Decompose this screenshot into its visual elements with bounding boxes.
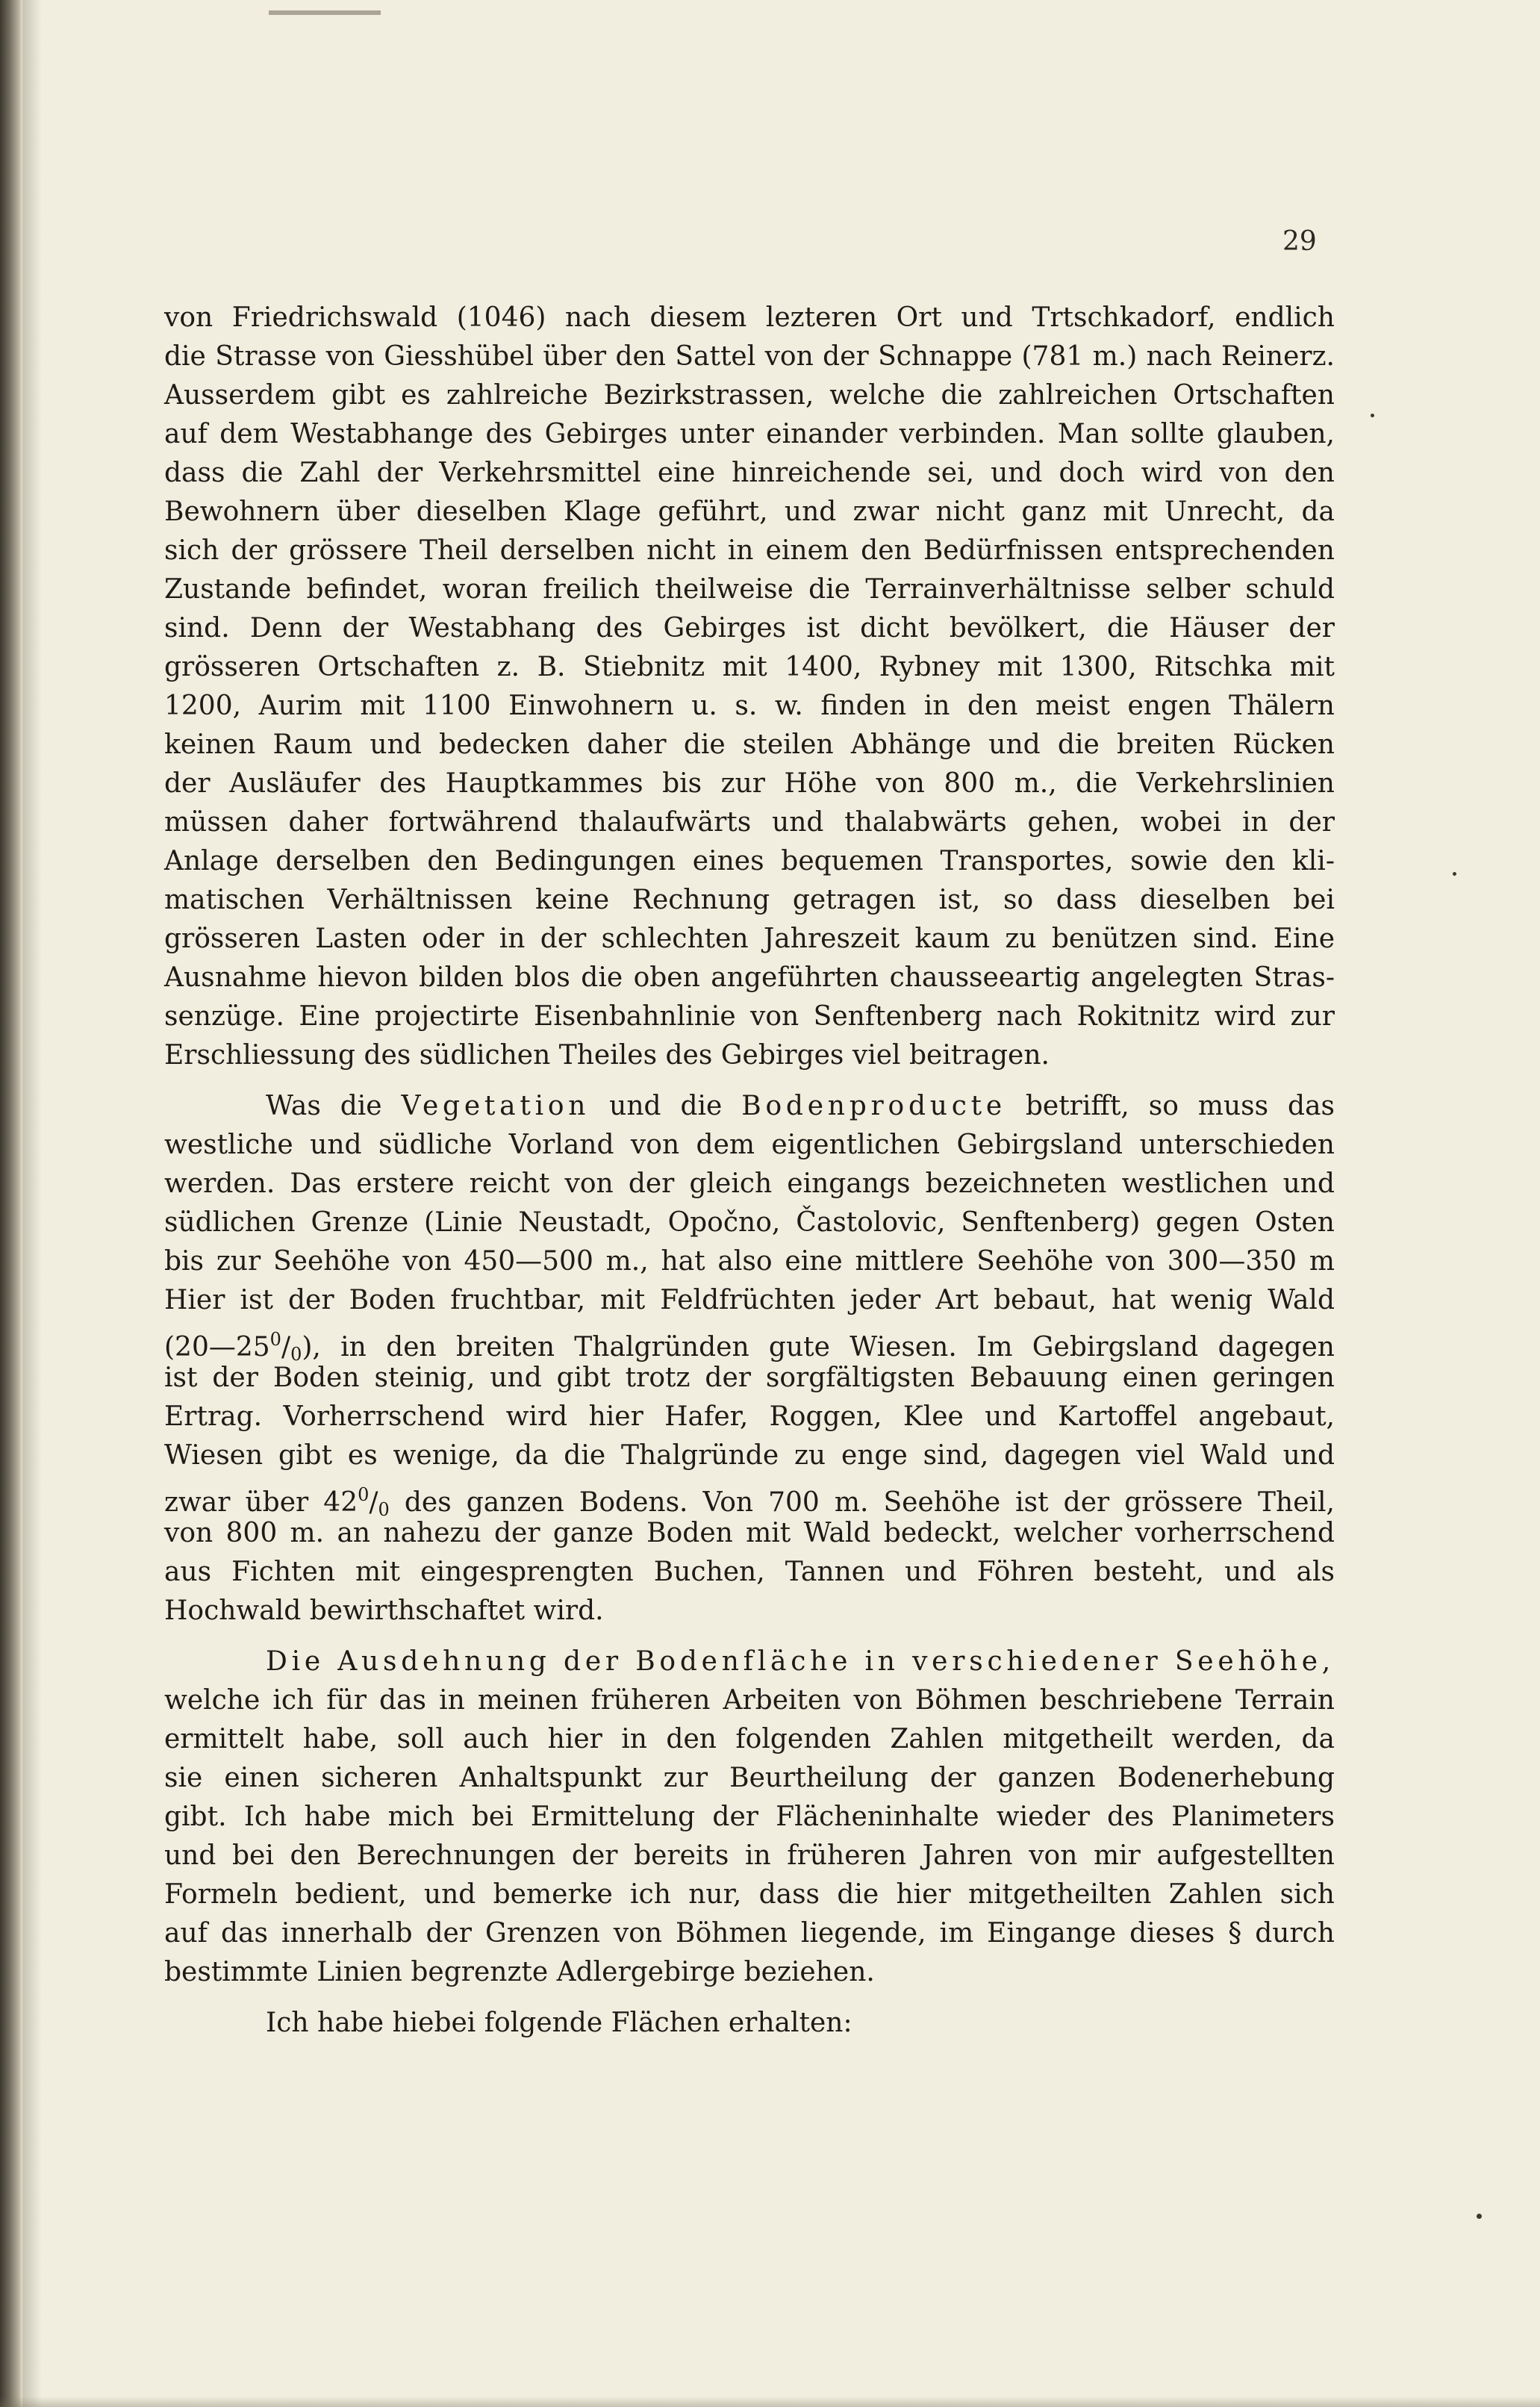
text-line: Ertrag. Vorherrschend wird hier Hafer, Roggen, Klee und Kartoffel angebaut, xyxy=(164,1401,1335,1432)
text-line: der Ausläufer des Hauptkammes bis zur Höhe von 800 m., die Verkehrslinien xyxy=(164,768,1335,799)
page-number: 29 xyxy=(1282,226,1317,257)
paragraph-4 xyxy=(164,2004,1335,2043)
text-line: von 800 m. an nahezu der ganze Boden mit Wald bedeckt, welcher vorherrschend xyxy=(164,1518,1335,1548)
text-line: grösseren Lasten oder in der schlechten Jahreszeit kaum zu benützen sind. Eine xyxy=(164,924,1335,954)
text-line: bis zur Seehöhe von 450—500 m., hat also eine mittlere Seehöhe von 300—350 m xyxy=(164,1246,1335,1277)
percent-slash: / xyxy=(281,1332,291,1363)
text-line: matischen Verhältnissen keine Rechnung getragen ist, so dass dieselben bei xyxy=(164,885,1335,915)
paragraph-gap xyxy=(164,1631,1335,1642)
text-run: ), in den breiten Thalgründen gute Wiesen. Im Gebirgsland dagegen xyxy=(302,1332,1335,1363)
text-line: Wiesen gibt es wenige, da die Thalgründe zu enge sind, dagegen viel Wald und xyxy=(164,1440,1335,1471)
text-line: werden. Das erstere reicht von der gleich eingangs bezeichneten westlichen und xyxy=(164,1168,1335,1199)
text-line: Ausnahme hievon bilden blos die oben angeführten chausseeartig angelegten Stras- xyxy=(164,962,1335,993)
text-run: (20—25 xyxy=(164,1332,270,1363)
text-line: Formeln bedient, und bemerke ich nur, dass die hier mitgetheilten Zahlen sich xyxy=(164,1879,1335,1910)
text-line: aus Fichten mit eingesprengten Buchen, Tannen und Föhren besteht, und als xyxy=(164,1557,1335,1587)
paragraph-gap xyxy=(164,1992,1335,2004)
text-line: 1200, Aurim mit 1100 Einwohnern u. s. w. finden in den meist engen Thälern xyxy=(164,691,1335,721)
page-bottom-edge xyxy=(0,2397,1540,2407)
text-line: ist der Boden steinig, und gibt trotz der sorgfältigsten Bebauung einen geringen xyxy=(164,1363,1335,1393)
percent-slash: / xyxy=(369,1487,378,1518)
text-run: zwar über 42 xyxy=(164,1487,358,1518)
text-run: betrifft, so muss das xyxy=(1025,1091,1335,1121)
text-line: auf dem Westabhange des Gebirges unter einander verbinden. Man sollte glauben, xyxy=(164,419,1335,449)
text-line: gibt. Ich habe mich bei Ermittelung der Flächeninhalte wieder des Planimeters xyxy=(164,1802,1335,1832)
text-line: Hochwald bewirthschaftet wird. xyxy=(164,1595,604,1626)
percent-subscript: 0 xyxy=(290,1344,302,1365)
text-line: auf das innerhalb der Grenzen von Böhmen liegende, im Eingange dieses § durch xyxy=(164,1918,1335,1949)
text-run: und die xyxy=(609,1091,723,1121)
emphasis-vegetation: Vegetation xyxy=(401,1091,590,1121)
page-body xyxy=(164,299,1335,2043)
text-line: grösseren Ortschaften z. B. Stiebnitz mit 1400, Rybney mit 1300, Ritschka mit xyxy=(164,652,1335,682)
text-run: Was die xyxy=(266,1091,382,1121)
text-line: von Friedrichswald (1046) nach diesem lezteren Ort und Trtschkadorf, endlich xyxy=(164,302,1335,333)
ink-speck xyxy=(1371,414,1374,417)
text-line: Anlage derselben den Bedingungen eines bequemen Transportes, sowie den kli- xyxy=(164,846,1335,876)
paragraph-1 xyxy=(164,299,1335,1075)
text-line: sie einen sicheren Anhaltspunkt zur Beurtheilung der ganzen Bodenerhebung xyxy=(164,1763,1335,1793)
percent-superscript: 0 xyxy=(269,1329,281,1350)
text-line: westliche und südliche Vorland von dem eigentlichen Gebirgsland unterschieden xyxy=(164,1130,1335,1160)
ink-speck xyxy=(1453,872,1456,876)
text-line: ermittelt habe, soll auch hier in den folgenden Zahlen mitgetheilt werden, da xyxy=(164,1724,1335,1754)
text-line: sich der grössere Theil derselben nicht in einem den Bedürfnissen entsprechenden xyxy=(164,535,1335,566)
text-line: Zustande befindet, woran freilich theilweise die Terrainverhältnisse selber schuld xyxy=(164,574,1335,605)
paragraph-gap xyxy=(164,1075,1335,1087)
text-line: sind. Denn der Westabhang des Gebirges ist dicht bevölkert, die Häuser der xyxy=(164,613,1335,644)
text-line: welche ich für das in meinen früheren Arbeiten von Böhmen beschriebene Terrain xyxy=(164,1685,1335,1716)
book-binding-edge xyxy=(0,0,22,2407)
text-line: bestimmte Linien begrenzte Adlergebirge beziehen. xyxy=(164,1957,875,1987)
text-line xyxy=(164,1475,1335,1520)
percent-superscript: 0 xyxy=(358,1484,370,1505)
text-line: Hier ist der Boden fruchtbar, mit Feldfrüchten jeder Art bebaut, hat wenig Wald xyxy=(164,1285,1335,1315)
text-line: senzüge. Eine projectirte Eisenbahnlinie von Senftenberg nach Rokitnitz wird zur xyxy=(164,1001,1335,1032)
text-line: Ausserdem gibt es zahlreiche Bezirkstrassen, welche die zahlreichen Ortschaften xyxy=(164,380,1335,411)
text-line: Bewohnern über dieselben Klage geführt, und zwar nicht ganz mit Unrecht, da xyxy=(164,496,1335,527)
text-line xyxy=(164,1320,1335,1365)
text-line xyxy=(164,1087,1335,1126)
emphasis-bodenproducte: Bodenproducte xyxy=(741,1091,1006,1121)
paragraph-2 xyxy=(164,1087,1335,1631)
text-line: Erschliessung des südlichen Theiles des Gebirges viel beitragen. xyxy=(164,1040,1050,1071)
text-line: die Strasse von Giesshübel über den Sattel von der Schnappe (781 m.) nach Reinerz. xyxy=(164,341,1335,372)
text-line: dass die Zahl der Verkehrsmittel eine hinreichende sei, und doch wird von den xyxy=(164,458,1335,488)
scan-mark xyxy=(269,10,381,15)
gutter-shadow xyxy=(22,0,42,2407)
text-line: keinen Raum und bedecken daher die steilen Abhänge und die breiten Rücken xyxy=(164,729,1335,760)
percent-subscript: 0 xyxy=(378,1499,390,1520)
text-line: südlichen Grenze (Linie Neustadt, Opočno, Častolovic, Senftenberg) gegen Osten xyxy=(164,1207,1335,1238)
text-line: müssen daher fortwährend thalaufwärts und thalabwärts gehen, wobei in der xyxy=(164,807,1335,838)
ink-speck xyxy=(1477,2214,1482,2219)
text-line: und bei den Berechnungen der bereits in früheren Jahren von mir aufgestellten xyxy=(164,1840,1335,1871)
text-line: Ich habe hiebei folgende Flächen erhalten: xyxy=(266,2008,852,2038)
text-line-emphasis: Die Ausdehnung der Bodenfläche in verschiedener Seehöhe, xyxy=(266,1646,1335,1677)
text-run: des ganzen Bodens. Von 700 m. Seehöhe ist der grössere Theil, xyxy=(389,1487,1335,1518)
paragraph-3 xyxy=(164,1642,1335,1992)
